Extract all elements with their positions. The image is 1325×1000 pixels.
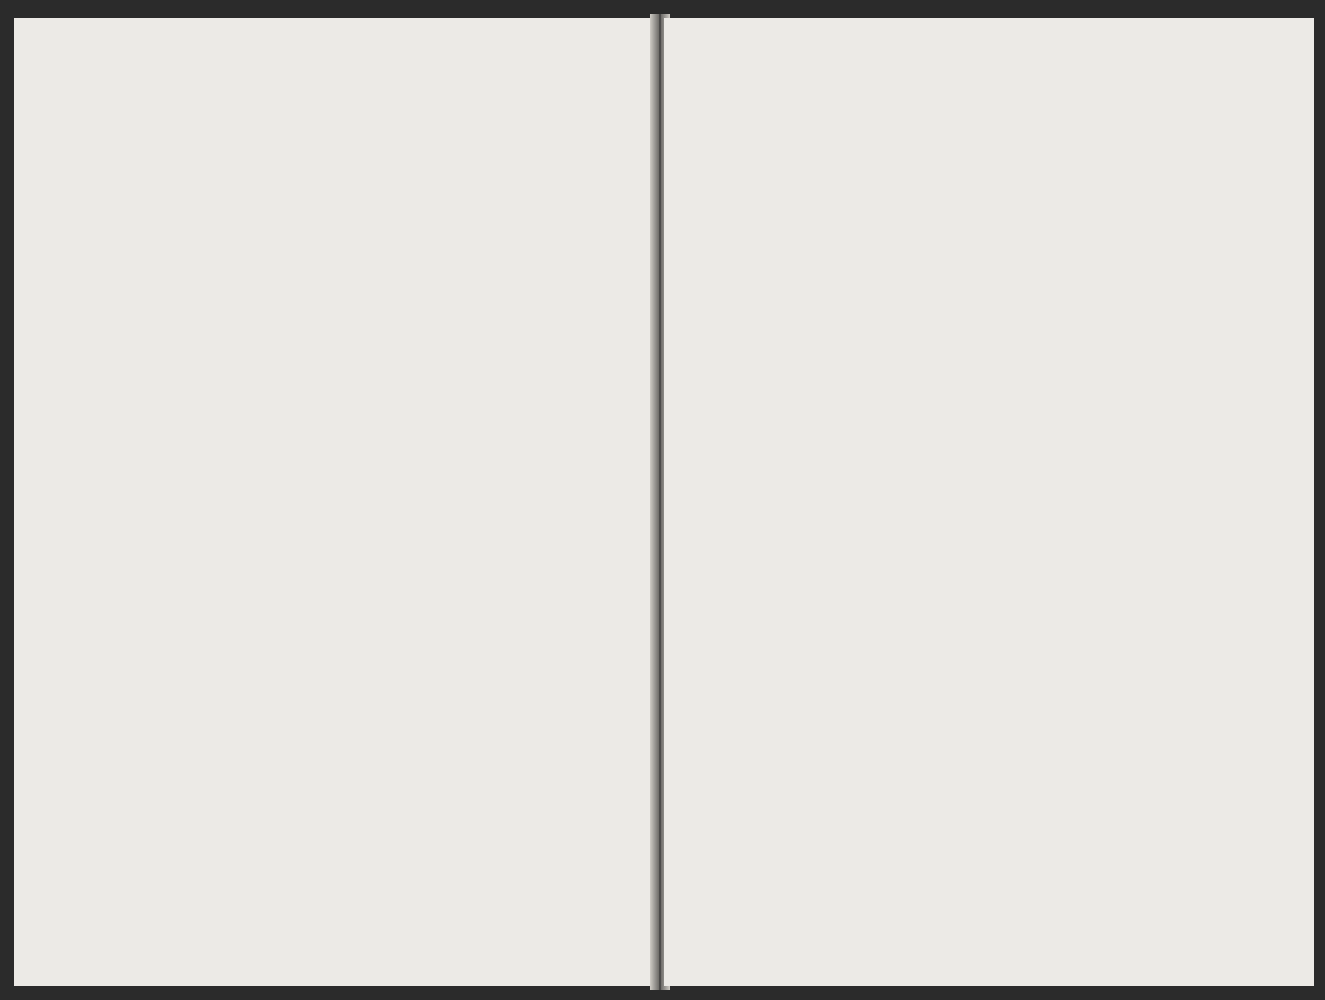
- title-column: [64, 348, 154, 688]
- table-top-block: [362, 84, 592, 934]
- rotated-table-area: [122, 84, 592, 934]
- right-page: [664, 18, 1314, 986]
- left-page: [14, 18, 656, 986]
- table-bottom-block: [122, 84, 348, 934]
- bleed-through-text: [686, 68, 690, 81]
